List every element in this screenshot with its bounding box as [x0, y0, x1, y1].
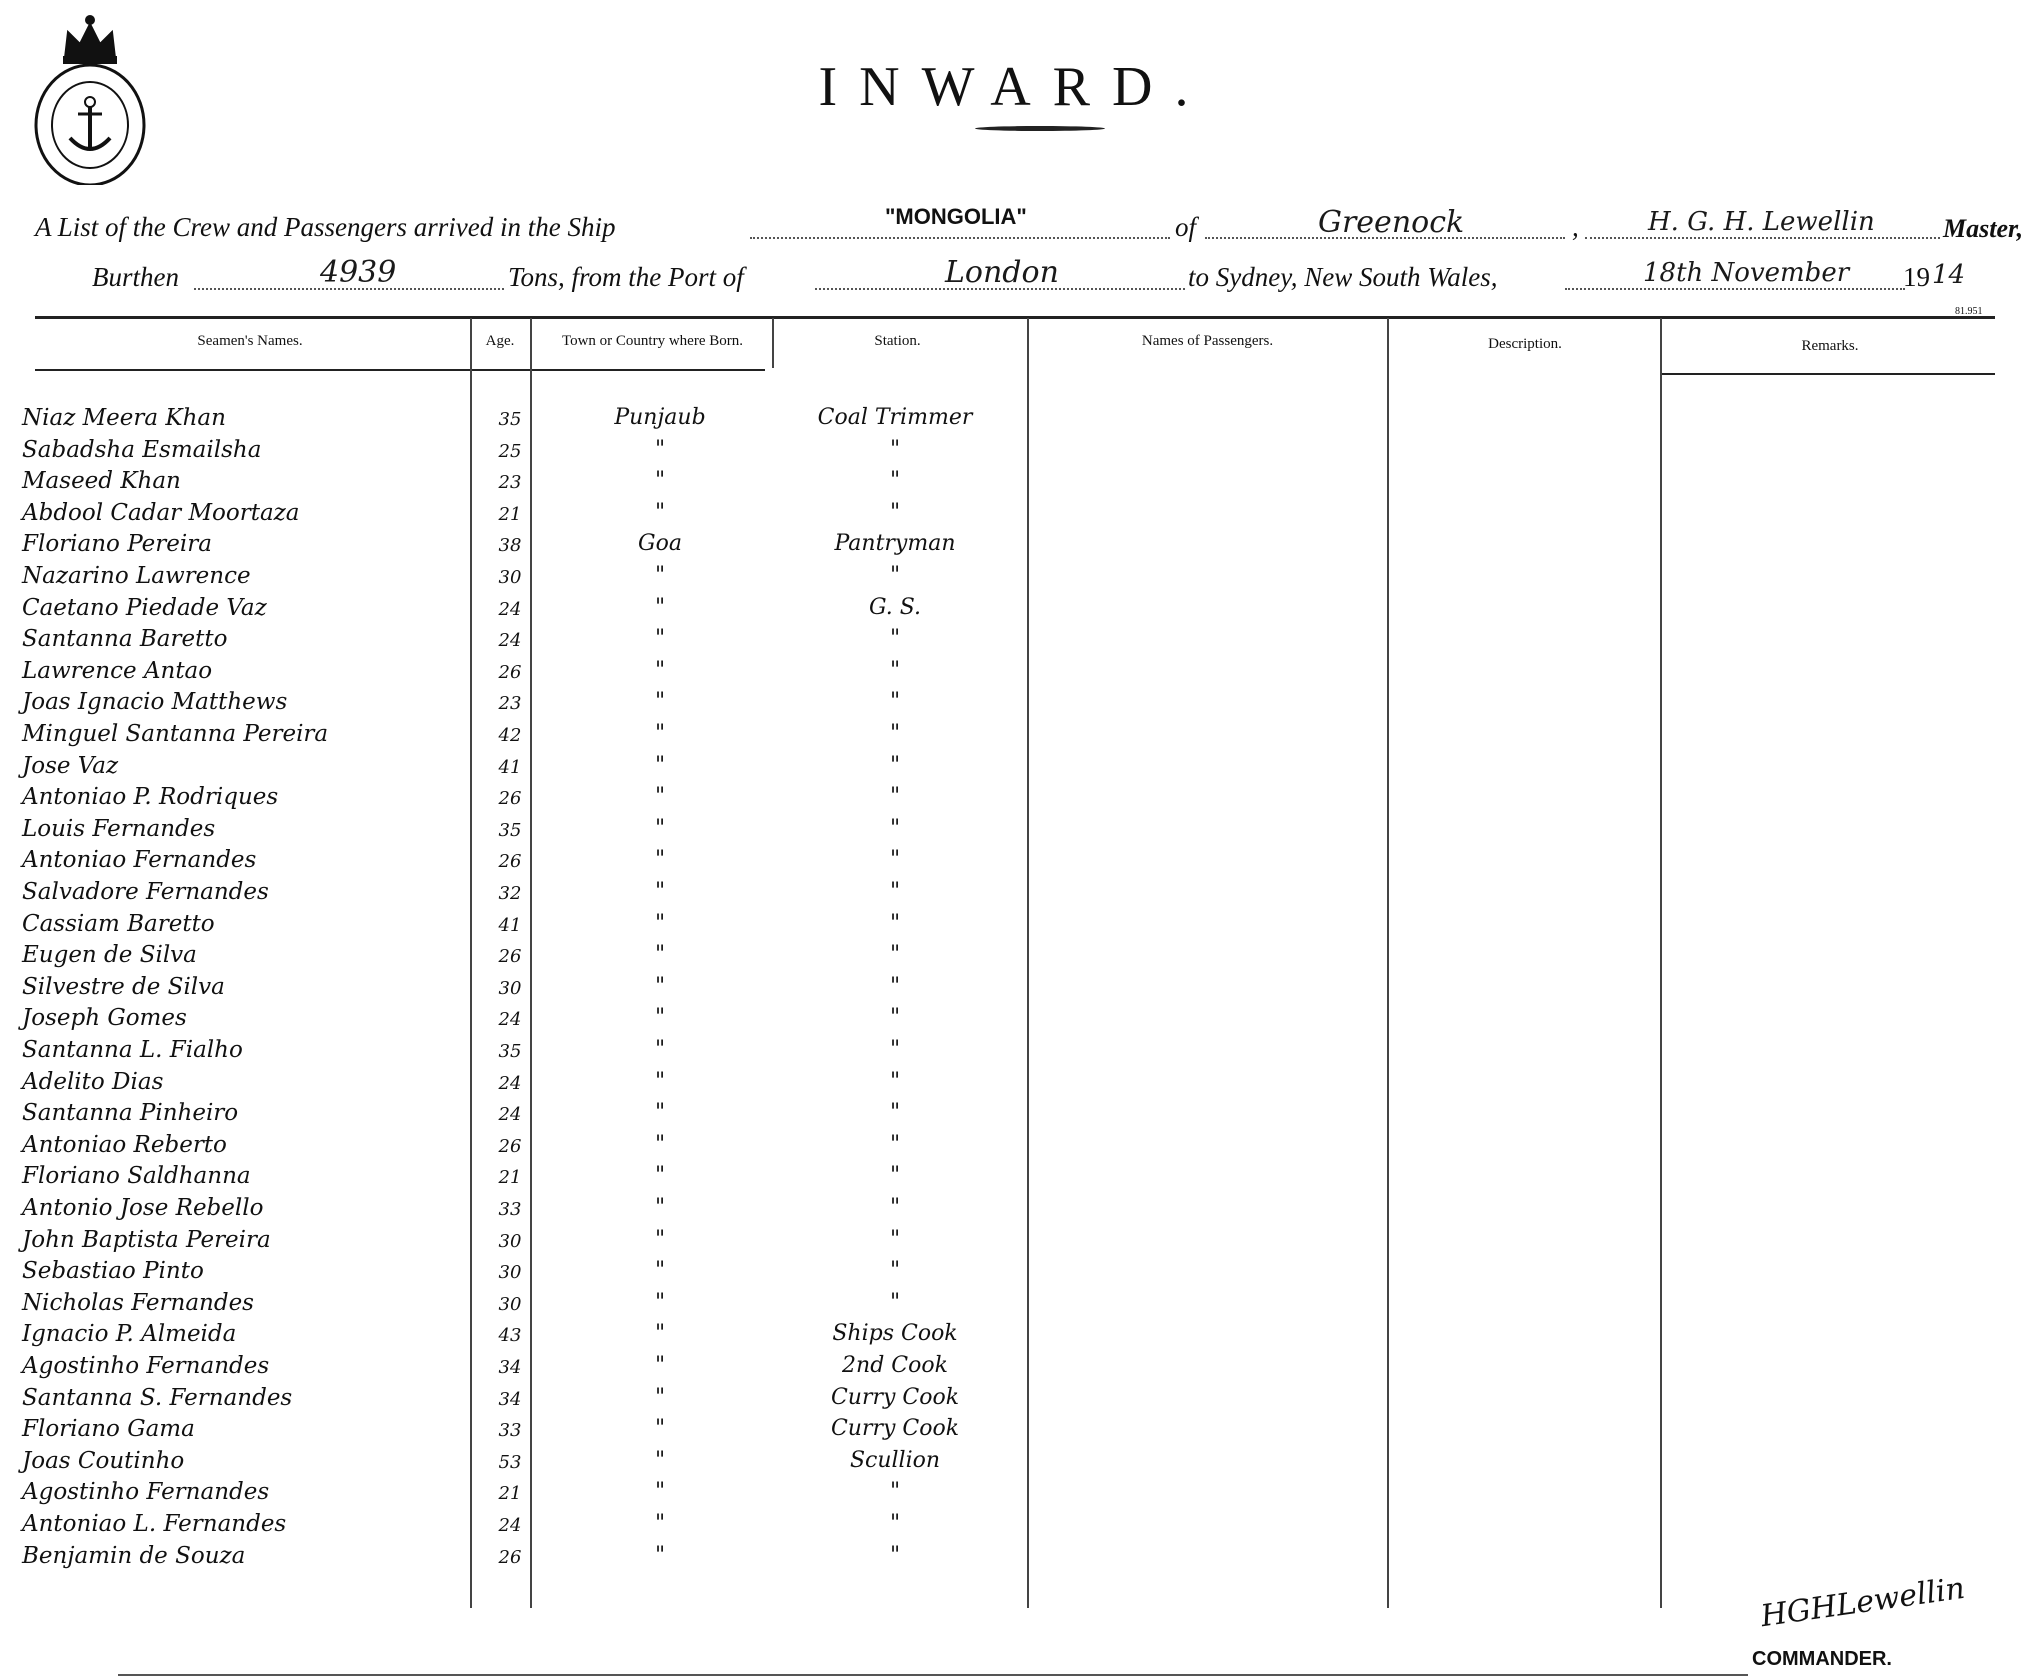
crew-name: Floriano Saldhanna [22, 1163, 251, 1190]
crew-name: Louis Fernandes [22, 815, 216, 842]
crew-row [0, 879, 2029, 911]
tons-label: Tons, from the Port of [508, 262, 744, 292]
crew-station: " [889, 1258, 901, 1284]
crew-age: 24 [498, 598, 522, 620]
crew-row [0, 784, 2029, 816]
crew-age: 26 [498, 661, 522, 683]
crew-station: " [889, 436, 901, 462]
crew-name: Antonio Jose Rebello [22, 1195, 264, 1221]
col-passengers: Names of Passengers. [1141, 333, 1274, 349]
crew-name: Santanna S. Fernandes [22, 1384, 293, 1411]
crew-born: " [654, 973, 666, 999]
crew-row [0, 1385, 2029, 1417]
date-dotline [1565, 288, 1905, 290]
crew-row [0, 1321, 2029, 1353]
year-suffix: 14 [1932, 260, 1966, 290]
crew-row [0, 1258, 2029, 1290]
crew-age: 53 [498, 1451, 522, 1473]
crew-name: Santanna L. Fialho [22, 1037, 243, 1063]
crew-born: " [654, 910, 666, 936]
crew-name: Sebastiao Pinto [22, 1258, 204, 1285]
crew-age: 30 [498, 977, 522, 999]
crew-station: Scullion [849, 1447, 941, 1473]
crew-born: " [654, 1384, 666, 1410]
crew-station: " [889, 1289, 901, 1315]
col-age: Age. [485, 333, 515, 349]
crew-name: Antoniao Reberto [22, 1131, 227, 1158]
page-title: INWARD. [818, 56, 1211, 118]
burthen-value: 4939 [320, 255, 397, 290]
crew-name: John Baptista Pereira [22, 1226, 271, 1253]
crew-age: 42 [498, 725, 522, 746]
crew-row [0, 1290, 2029, 1322]
crew-age: 24 [498, 1072, 522, 1094]
crew-row [0, 1448, 2029, 1480]
from-port: London [945, 255, 1059, 290]
crew-born: " [654, 1068, 666, 1094]
crew-age: 35 [498, 409, 522, 430]
date: 18th November [1643, 258, 1850, 288]
crew-name: Minguel Santanna Pereira [22, 721, 329, 747]
crew-age: 35 [498, 1041, 522, 1062]
crew-row [0, 1163, 2029, 1195]
crew-born: " [654, 1511, 666, 1536]
crew-row [0, 1132, 2029, 1164]
col-remarks: Remarks. [1801, 338, 1859, 354]
crew-name: Niaz Meera Khan [22, 405, 226, 431]
crew-station: " [889, 847, 901, 873]
crew-station: " [889, 1163, 901, 1189]
crew-name: Adelito Dias [22, 1068, 164, 1095]
crew-station: Ships Cook [832, 1321, 958, 1347]
crew-age: 33 [498, 1420, 522, 1442]
crew-name: Lawrence Antao [22, 657, 213, 684]
crew-row [0, 847, 2029, 879]
crew-row [0, 563, 2029, 595]
crew-born: Goa [638, 531, 682, 557]
crew-name: Benjamin de Souza [22, 1542, 246, 1569]
crew-born: " [654, 1289, 666, 1315]
crew-born: " [654, 847, 666, 873]
crew-age: 21 [498, 1483, 522, 1505]
crew-age: 21 [498, 1167, 522, 1189]
crew-age: 33 [498, 1199, 522, 1220]
crew-row [0, 468, 2029, 500]
crew-station: " [889, 563, 901, 588]
master-label: Master, [1943, 214, 2024, 243]
crew-station: " [889, 1131, 901, 1157]
crew-station: Pantryman [834, 531, 956, 557]
crew-station: " [889, 499, 901, 525]
crew-born: " [654, 752, 666, 778]
crew-age: 35 [498, 819, 522, 841]
crew-name: Silvestre de Silva [22, 973, 225, 1000]
header-prefix: A List of the Crew and Passengers arrived in the Ship [35, 212, 616, 242]
crew-name: Joas Ignacio Matthews [22, 689, 288, 716]
crew-row [0, 437, 2029, 469]
crew-born: " [654, 721, 666, 746]
crew-row [0, 753, 2029, 785]
crew-name: Cassiam Baretto [22, 910, 215, 937]
master-name: H. G. H. Lewellin [1648, 207, 1875, 237]
crew-age: 21 [498, 503, 522, 525]
crew-name: Santanna Pinheiro [22, 1100, 239, 1127]
crew-born: " [654, 1226, 666, 1252]
header-bottom-rule [35, 369, 765, 371]
crew-age: 30 [498, 567, 522, 588]
crew-born: " [654, 1321, 666, 1347]
crew-row [0, 1195, 2029, 1227]
crew-row [0, 1479, 2029, 1511]
col-station: Station. [874, 333, 921, 349]
col-divider-station-head [772, 318, 774, 368]
crew-born: " [654, 499, 666, 525]
crew-born: " [654, 879, 666, 904]
crew-age: 30 [498, 1262, 522, 1284]
crew-born: " [654, 1447, 666, 1473]
crew-row [0, 1100, 2029, 1132]
crew-station: " [889, 468, 901, 494]
to-label: to Sydney, New South Wales, [1188, 262, 1498, 292]
crew-born: " [654, 1542, 666, 1568]
title-underline [975, 126, 1105, 131]
crew-name: Nazarino Lawrence [22, 563, 251, 589]
crew-station: " [889, 1479, 901, 1505]
crew-station: Curry Cook [830, 1384, 960, 1410]
crew-row [0, 500, 2029, 532]
crew-name: Agostinho Fernandes [22, 1353, 270, 1379]
crew-age: 30 [498, 1293, 522, 1315]
crew-station: " [889, 752, 901, 778]
crew-name: Ignacio P. Almeida [22, 1321, 237, 1348]
year-prefix: 19 [1903, 262, 1930, 292]
ship-name: "MONGOLIA" [885, 204, 1027, 229]
commander-label: COMMANDER. [1752, 1648, 1892, 1670]
crew-station: " [889, 942, 901, 968]
crew-born: " [654, 1258, 666, 1284]
crew-age: 32 [498, 883, 522, 904]
crew-born: " [654, 626, 666, 652]
crew-born: " [654, 942, 666, 968]
crew-name: Sabadsha Esmailsha [22, 436, 262, 463]
crew-born: " [654, 1353, 666, 1378]
crew-age: 34 [498, 1388, 522, 1410]
crew-name: Jose Vaz [22, 752, 119, 779]
crew-name: Agostinho Fernandes [22, 1479, 270, 1506]
crew-name: Antoniao Fernandes [22, 847, 257, 874]
crew-row [0, 1543, 2029, 1575]
crew-born: " [654, 1005, 666, 1031]
crew-row [0, 658, 2029, 690]
crew-name: Maseed Khan [22, 468, 181, 495]
crew-station: " [889, 626, 901, 652]
crew-row [0, 1353, 2029, 1385]
crew-born: " [654, 657, 666, 683]
crew-age: 43 [498, 1325, 522, 1347]
crew-age: 38 [498, 535, 522, 557]
crew-name: Santanna Baretto [22, 626, 228, 653]
crew-born: " [654, 689, 666, 715]
crew-station: " [889, 1195, 901, 1220]
col-description: Description. [1488, 336, 1562, 352]
crew-row [0, 1037, 2029, 1069]
crew-station: 2nd Cook [842, 1353, 948, 1378]
crew-born: " [654, 1416, 666, 1442]
crew-row [0, 942, 2029, 974]
crew-born: " [654, 1163, 666, 1189]
crew-age: 23 [498, 472, 522, 494]
crew-station: " [889, 879, 901, 904]
crew-row [0, 405, 2029, 437]
crew-age: 26 [498, 1546, 522, 1568]
crew-born: " [654, 1037, 666, 1062]
crew-born: " [654, 784, 666, 810]
crew-name: Salvadore Fernandes [22, 879, 269, 905]
master-dotline [1585, 237, 1940, 239]
crew-station: " [889, 1068, 901, 1094]
crew-born: " [654, 468, 666, 494]
crew-age: 26 [498, 851, 522, 873]
crew-station: " [889, 1511, 901, 1536]
crew-station: " [889, 784, 901, 810]
crew-row [0, 626, 2029, 658]
crew-station: Coal Trimmer [817, 405, 973, 430]
crew-row [0, 689, 2029, 721]
crew-born: " [654, 1100, 666, 1126]
crew-row [0, 1416, 2029, 1448]
port-of-registry: Greenock [1318, 205, 1465, 240]
crew-name: Abdool Cadar Moortaza [22, 499, 300, 526]
ship-dotline [750, 237, 1170, 239]
crew-name: Nicholas Fernandes [22, 1289, 254, 1316]
crew-station: " [889, 721, 901, 746]
crew-station: " [889, 973, 901, 999]
crew-station: " [889, 689, 901, 715]
crew-age: 26 [498, 788, 522, 810]
crew-born: " [654, 1479, 666, 1505]
crew-row [0, 911, 2029, 943]
crew-station: " [889, 1005, 901, 1031]
crew-born: " [654, 1195, 666, 1220]
crew-row [0, 816, 2029, 848]
crew-age: 24 [498, 1009, 522, 1031]
crew-name: Antoniao L. Fernandes [22, 1511, 287, 1537]
crew-station: " [889, 1037, 901, 1062]
crew-name: Joas Coutinho [22, 1447, 185, 1474]
crew-age: 24 [498, 630, 522, 652]
crew-row [0, 531, 2029, 563]
crew-born: " [654, 594, 666, 620]
crew-age: 30 [498, 1230, 522, 1252]
crew-station: " [889, 1100, 901, 1126]
crew-station: " [889, 815, 901, 841]
crew-station: " [889, 1542, 901, 1568]
crew-row [0, 1069, 2029, 1101]
crew-name: Joseph Gomes [22, 1005, 187, 1032]
header-comma: , [1572, 212, 1579, 242]
commander-signature: HGHLewellin [1758, 1570, 1967, 1635]
crew-row [0, 974, 2029, 1006]
col-seamens-names: Seamen's Names. [197, 333, 303, 349]
crew-born: " [654, 436, 666, 462]
crew-born: " [654, 563, 666, 588]
crew-age: 26 [498, 946, 522, 968]
crew-name: Eugen de Silva [22, 942, 197, 969]
crew-born: " [654, 815, 666, 841]
crew-age: 41 [498, 914, 522, 936]
crew-row [0, 1005, 2029, 1037]
crew-age: 24 [498, 1515, 522, 1536]
crew-age: 24 [498, 1104, 522, 1126]
crew-station: G. S. [868, 594, 922, 620]
crew-name: Caetano Piedade Vaz [22, 594, 267, 621]
crew-name: Antoniao P. Rodriques [22, 784, 279, 811]
crew-row [0, 595, 2029, 627]
crew-age: 23 [498, 693, 522, 715]
crew-station: Curry Cook [830, 1416, 960, 1442]
crew-station: " [889, 657, 901, 683]
form-number: 81.951 [1955, 306, 1983, 317]
remarks-header-rule [1662, 373, 1995, 375]
crew-age: 41 [498, 756, 522, 778]
crew-born: Punjaub [614, 405, 706, 430]
crew-age: 25 [498, 440, 522, 462]
crew-row [0, 1511, 2029, 1543]
crew-row [0, 1227, 2029, 1259]
crew-station: " [889, 1226, 901, 1252]
of-label: of [1175, 212, 1197, 242]
crew-name: Floriano Gama [22, 1416, 195, 1443]
crew-age: 26 [498, 1135, 522, 1157]
crew-age: 34 [498, 1357, 522, 1378]
crew-born: " [654, 1131, 666, 1157]
crew-name: Floriano Pereira [22, 531, 212, 558]
crew-row [0, 721, 2029, 753]
table-top-rule [35, 316, 1995, 319]
crew-station: " [889, 910, 901, 936]
burthen-label: Burthen [92, 262, 179, 292]
col-born: Town or Country where Born. [561, 333, 743, 349]
